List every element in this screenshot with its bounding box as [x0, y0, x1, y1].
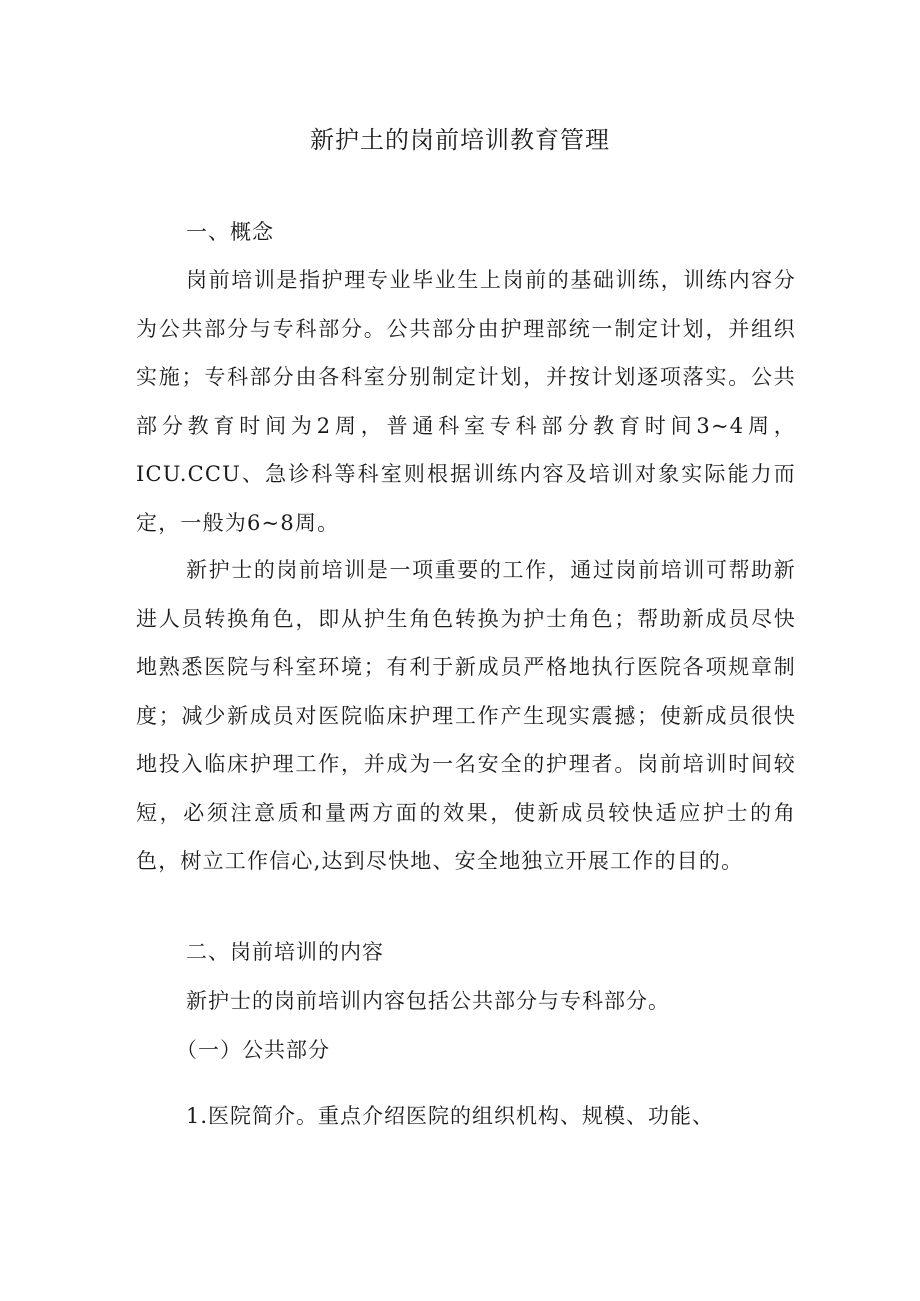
document-title: 新护土的岗前培训教育管理: [310, 126, 610, 154]
paragraph-concept: 岗前培训是指护理专业毕业生上岗前的基础训练，训练内容分为公共部分与专科部分。公共部分由护理部统一制定计划，并组织实施；专科部分由各科室分别制定计划，并按计划逐项落实。公共部分教育时间为2周，普通科室专科部分教育时间3~4周，ICU.CCU、急诊科等科室则根据训练内容及培训对象实际能力而定，一般为6~8周。: [136, 268, 796, 535]
paragraph-content-intro: 新护士的岗前培训内容包括公共部分与专科部分。: [186, 989, 670, 1013]
section-heading-content: 二、岗前培训的内容: [186, 940, 384, 964]
section-heading-concept: 一、概念: [186, 220, 274, 244]
paragraph-importance: 新护士的岗前培训是一项重要的工作，通过岗前培训可帮助新进人员转换角色，即从护生角色转换为护士角色；帮助新成员尽快地熟悉医院与科室环境；有利于新成员严格地执行医院各项规章制度；减少新成员对医院临床护理工作产生现实震撼；使新成员很快地投入临床护理工作，并成为一名安全的护理者。岗前培训时间较短，必须注意质和量两方面的效果，使新成员较快适应护士的角色，树立工作信心,达到尽快地、安全地独立开展工作的目的。: [136, 558, 796, 873]
subsection-heading-public: （一）公共部分: [176, 1038, 330, 1062]
list-item-hospital-intro: 1.医院简介。重点介绍医院的组织机构、规模、功能、: [186, 1104, 715, 1128]
